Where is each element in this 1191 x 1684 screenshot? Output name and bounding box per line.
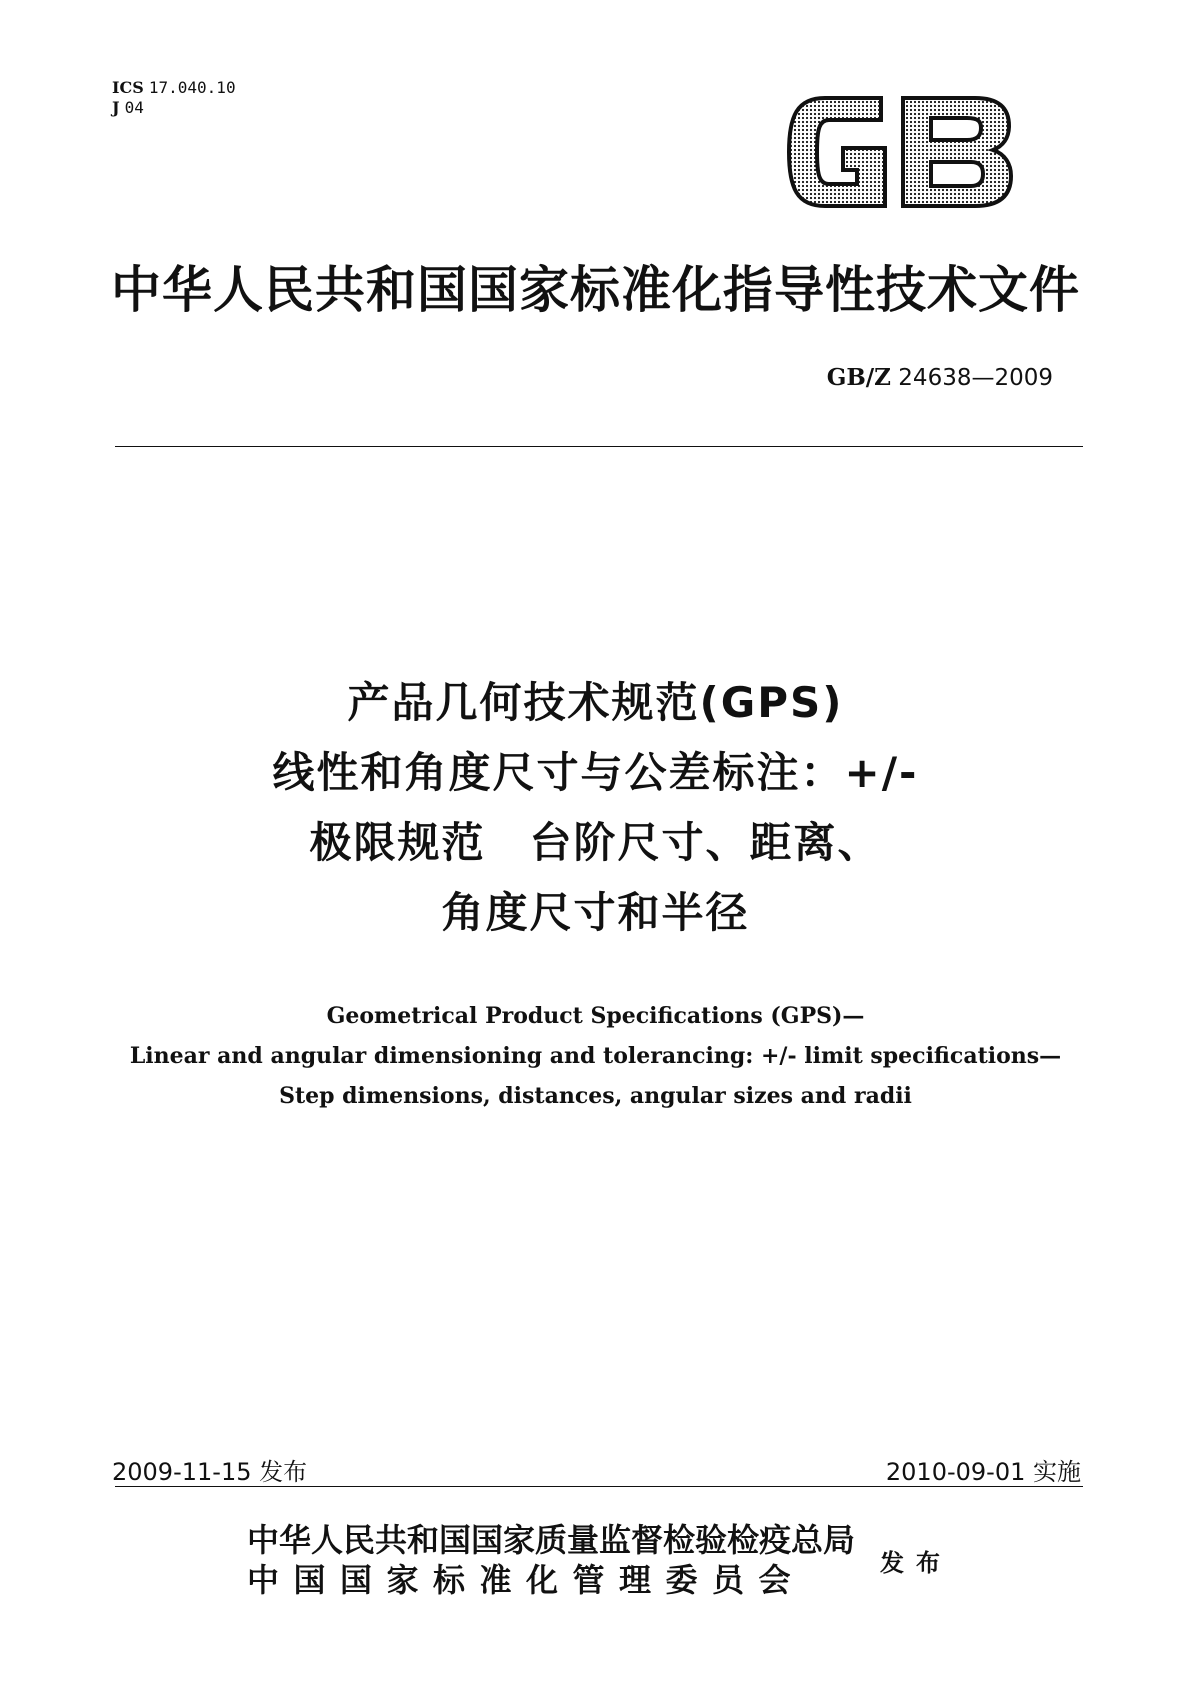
title-cn-line: 产品几何技术规范(GPS) — [347, 678, 844, 727]
title-en-line: Linear and angular dimensioning and tolerancing: +/- limit specifications— — [129, 1043, 1062, 1069]
document-number — [827, 364, 1053, 391]
header-rule — [115, 446, 1083, 447]
issuer-sac: 中国国家标准化管理委员会 — [247, 1561, 806, 1599]
title-cn-line: 线性和角度尺寸与公差标注：+/- — [272, 748, 919, 797]
title-english — [0, 996, 1191, 1116]
gb-logo-g — [789, 98, 885, 206]
ccs-code: 04 — [124, 98, 144, 117]
title-cn-line: 极限规范 台阶尺寸、距离、 — [309, 818, 882, 867]
implementation-date: 2010-09-01 实施 — [885, 1458, 1081, 1486]
document-type: 中华人民共和国国家标准化指导性技术文件 — [111, 261, 1080, 319]
issue-date: 2009-11-15 发布 — [112, 1458, 308, 1486]
ics-line — [112, 78, 236, 98]
title-chinese — [0, 668, 1191, 948]
footer-rule — [115, 1486, 1083, 1487]
ccs-line — [112, 98, 236, 118]
publish-label: 发布 — [880, 1549, 952, 1577]
ics-code: 17.040.10 — [148, 78, 236, 97]
title-en-line: Geometrical Product Specifications (GPS)— — [326, 1003, 865, 1029]
title-en-line: Step dimensions, distances, angular sizes and radii — [279, 1083, 912, 1109]
document-number-prefix: GB/Z — [826, 364, 891, 391]
ics-label: ICS — [112, 78, 144, 97]
title-cn-line: 角度尺寸和半径 — [441, 888, 750, 937]
issuer-aqsiq: 中华人民共和国国家质量监督检验检疫总局 — [247, 1521, 856, 1559]
gb-logo — [785, 92, 1015, 212]
document-number-value: 24638—2009 — [898, 365, 1053, 391]
classification-codes — [112, 78, 236, 118]
issuing-authorities — [247, 1520, 855, 1600]
ccs-label: J — [112, 98, 120, 117]
gb-logo-b — [903, 98, 1011, 206]
